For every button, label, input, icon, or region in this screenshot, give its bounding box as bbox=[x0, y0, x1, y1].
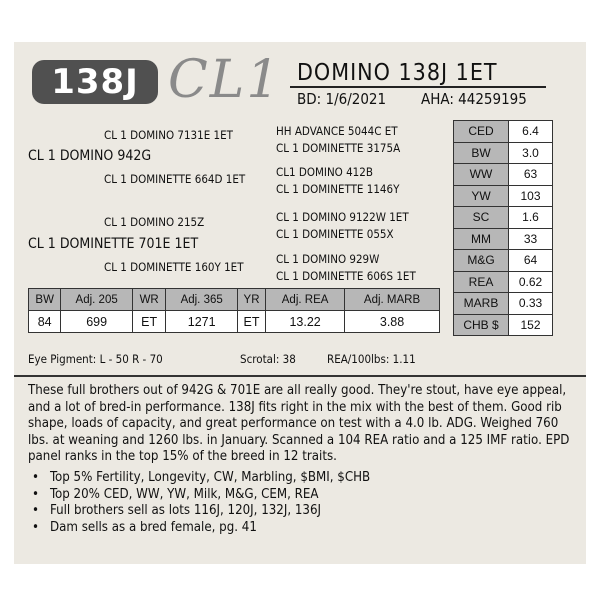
epd-row bbox=[454, 185, 553, 207]
epd-row bbox=[454, 164, 553, 186]
epd-value: 33 bbox=[509, 228, 553, 250]
title-underline bbox=[290, 86, 546, 88]
performance-value: 84 bbox=[29, 311, 61, 333]
pedigree-sire: CL 1 DOMINO 942G bbox=[28, 148, 152, 164]
performance-header-row bbox=[29, 289, 440, 311]
epd-label: CHB $ bbox=[454, 314, 509, 336]
performance-header: YR bbox=[237, 289, 265, 311]
pedigree-dam-sire: CL 1 DOMINO 215Z bbox=[104, 215, 205, 229]
description: These full brothers out of 942G & 701E are all really good. They're stout, have eye appeal, and a lot of bred-in performance. 138J fits right in the mix with the best of them. Good rib shape, loads of capacity, and great performance on test with a 4.0 lb. ADG. Weighed 760 lbs. at weaning and 1260 lbs. in January. Scanned a 104 REA ratio and a 125 IMF ratio. EPD panel ranks in the top 15% of the breed in 12 traits. bbox=[28, 383, 570, 464]
epd-value: 103 bbox=[509, 185, 553, 207]
epd-label: YW bbox=[454, 185, 509, 207]
pedigree-gg-6: CL 1 DOMINETTE 055X bbox=[276, 227, 394, 241]
epd-table bbox=[453, 120, 553, 336]
performance-header: BW bbox=[29, 289, 61, 311]
epd-row bbox=[454, 314, 553, 336]
pedigree-gg-4: CL 1 DOMINETTE 1146Y bbox=[276, 182, 400, 196]
registration-number: AHA: 44259195 bbox=[421, 90, 527, 108]
performance-value: 699 bbox=[61, 311, 133, 333]
highlights-list bbox=[28, 470, 370, 536]
performance-header: Adj. 365 bbox=[166, 289, 238, 311]
epd-label: SC bbox=[454, 207, 509, 229]
epd-row bbox=[454, 271, 553, 293]
epd-value: 64 bbox=[509, 250, 553, 272]
performance-value: 3.88 bbox=[345, 311, 440, 333]
pedigree-gg-8: CL 1 DOMINETTE 606S 1ET bbox=[276, 269, 416, 283]
epd-value: 63 bbox=[509, 164, 553, 186]
birth-date: BD: 1/6/2021 bbox=[297, 90, 387, 108]
highlight-item: • Top 20% CED, WW, YW, Milk, M&G, CEM, REA bbox=[28, 487, 370, 504]
epd-row bbox=[454, 142, 553, 164]
rea-ratio: REA/100lbs: 1.11 bbox=[327, 352, 416, 366]
pedigree-gg-3: CL1 DOMINO 412B bbox=[276, 165, 373, 179]
performance-header: WR bbox=[132, 289, 165, 311]
epd-label: M&G bbox=[454, 250, 509, 272]
epd-label: REA bbox=[454, 271, 509, 293]
pedigree-gg-2: CL 1 DOMINETTE 3175A bbox=[276, 141, 401, 155]
performance-value: ET bbox=[132, 311, 165, 333]
epd-row bbox=[454, 121, 553, 143]
epd-label: WW bbox=[454, 164, 509, 186]
epd-value: 6.4 bbox=[509, 121, 553, 143]
pedigree-dam-dam: CL 1 DOMINETTE 160Y 1ET bbox=[104, 260, 244, 274]
performance-value: 1271 bbox=[166, 311, 238, 333]
pedigree-gg-7: CL 1 DOMINO 929W bbox=[276, 252, 380, 266]
epd-label: BW bbox=[454, 142, 509, 164]
epd-label: MM bbox=[454, 228, 509, 250]
performance-header: Adj. 205 bbox=[61, 289, 133, 311]
highlight-item: • Full brothers sell as lots 116J, 120J, 132J, 136J bbox=[28, 503, 370, 520]
epd-value: 152 bbox=[509, 314, 553, 336]
epd-value: 0.62 bbox=[509, 271, 553, 293]
eye-pigment: Eye Pigment: L - 50 R - 70 bbox=[28, 352, 163, 366]
highlight-item: • Top 5% Fertility, Longevity, CW, Marbling, $BMI, $CHB bbox=[28, 470, 370, 487]
epd-value: 0.33 bbox=[509, 293, 553, 315]
performance-value-row bbox=[29, 311, 440, 333]
epd-row bbox=[454, 228, 553, 250]
epd-row bbox=[454, 250, 553, 272]
performance-header: Adj. MARB bbox=[345, 289, 440, 311]
performance-value: ET bbox=[237, 311, 265, 333]
epd-row bbox=[454, 293, 553, 315]
scrotal-measure: Scrotal: 38 bbox=[240, 352, 296, 366]
pedigree-gg-1: HH ADVANCE 5044C ET bbox=[276, 124, 398, 138]
epd-value: 1.6 bbox=[509, 207, 553, 229]
animal-name: DOMINO 138J 1ET bbox=[297, 60, 498, 86]
performance-value: 13.22 bbox=[266, 311, 345, 333]
epd-value: 3.0 bbox=[509, 142, 553, 164]
highlight-item: • Dam sells as a bred female, pg. 41 bbox=[28, 520, 370, 537]
epd-label: CED bbox=[454, 121, 509, 143]
pedigree-sire-dam: CL 1 DOMINETTE 664D 1ET bbox=[104, 172, 246, 186]
pedigree-gg-5: CL 1 DOMINO 9122W 1ET bbox=[276, 210, 409, 224]
epd-label: MARB bbox=[454, 293, 509, 315]
pedigree-sire-sire: CL 1 DOMINO 7131E 1ET bbox=[104, 128, 233, 142]
section-divider bbox=[14, 375, 586, 377]
epd-row bbox=[454, 207, 553, 229]
brand-mark: CL1 bbox=[168, 50, 282, 110]
performance-table bbox=[28, 288, 440, 333]
lot-number-badge: 138J bbox=[32, 60, 158, 104]
pedigree-dam: CL 1 DOMINETTE 701E 1ET bbox=[28, 236, 199, 252]
performance-header: Adj. REA bbox=[266, 289, 345, 311]
